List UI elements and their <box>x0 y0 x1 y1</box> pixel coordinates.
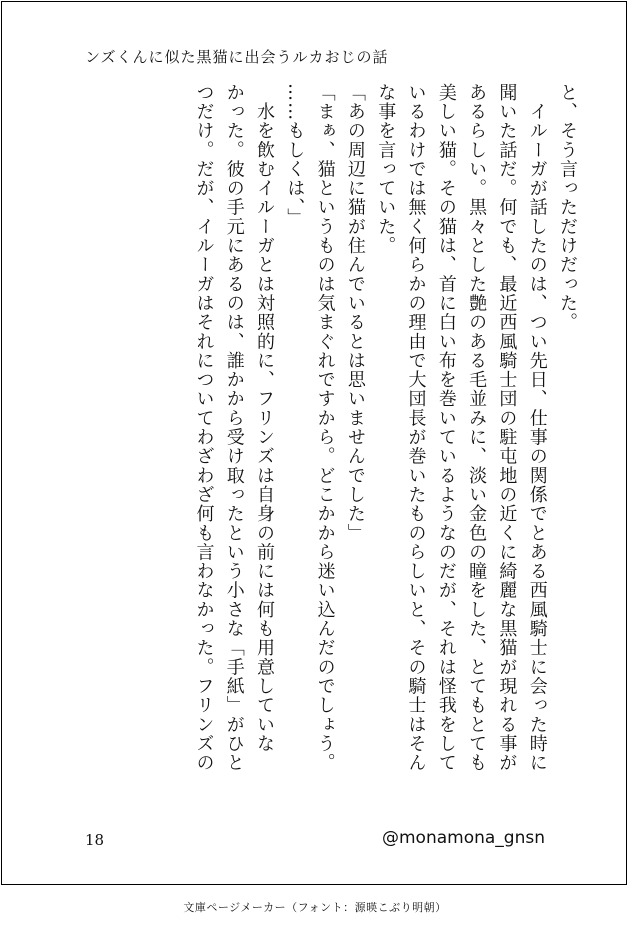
body-text <box>52 83 582 803</box>
dialogue-line: ……もしくは、」 <box>284 83 306 228</box>
text-line: な事を言っていた。 <box>375 83 397 256</box>
text-line: 美しい猫。その猫は、首に白い布を巻いているようなのだが、それは怪我をして <box>435 83 457 773</box>
dialogue-line: 「まぁ、猫というものは気まぐれですから。どこかから迷い込んだのでしょう。 <box>314 83 336 773</box>
page-frame <box>1 1 627 885</box>
text-line: いるわけでは無く何らかの理由で大団長が巻いたものらしいと、その騎士はそん <box>405 83 427 773</box>
running-head: ンズくんに似た黒猫に出会うルカおじの話 <box>85 48 389 66</box>
text-line: と、そう言っただけだった。 <box>557 83 578 332</box>
generator-credit: 文庫ページメーカー（フォント：源暎こぶり明朝） <box>183 901 447 914</box>
text-line: あるらしい。黒々とした艶のある毛並みに、淡い金色の瞳をした、とてもとても <box>466 83 488 773</box>
text-line: 聞いた話だ。何でも、最近西風騎士団の駐屯地の近くに綺麗な黒猫が現れる事が <box>496 83 518 773</box>
text-line: 水を飲むイルーガとは対照的に、フリンズは自身の前には何も用意していな <box>254 83 276 754</box>
page-number: 18 <box>85 831 105 849</box>
text-line: イルーガが話したのは、つい先日、仕事の関係でとある西風騎士に会った時に <box>526 83 548 773</box>
text-line: つだけ。だが、イルーガはそれについてわざわざ何も言わなかった。フリンズの <box>193 83 215 773</box>
author-handle: @monamona_gnsn <box>381 828 545 848</box>
text-line: かった。彼の手元にあるのは、誰かから受け取ったという小さな「手紙」がひと <box>223 83 245 773</box>
dialogue-line: 「あの周辺に猫が住んでいるとは思いませんでした」 <box>344 83 366 543</box>
